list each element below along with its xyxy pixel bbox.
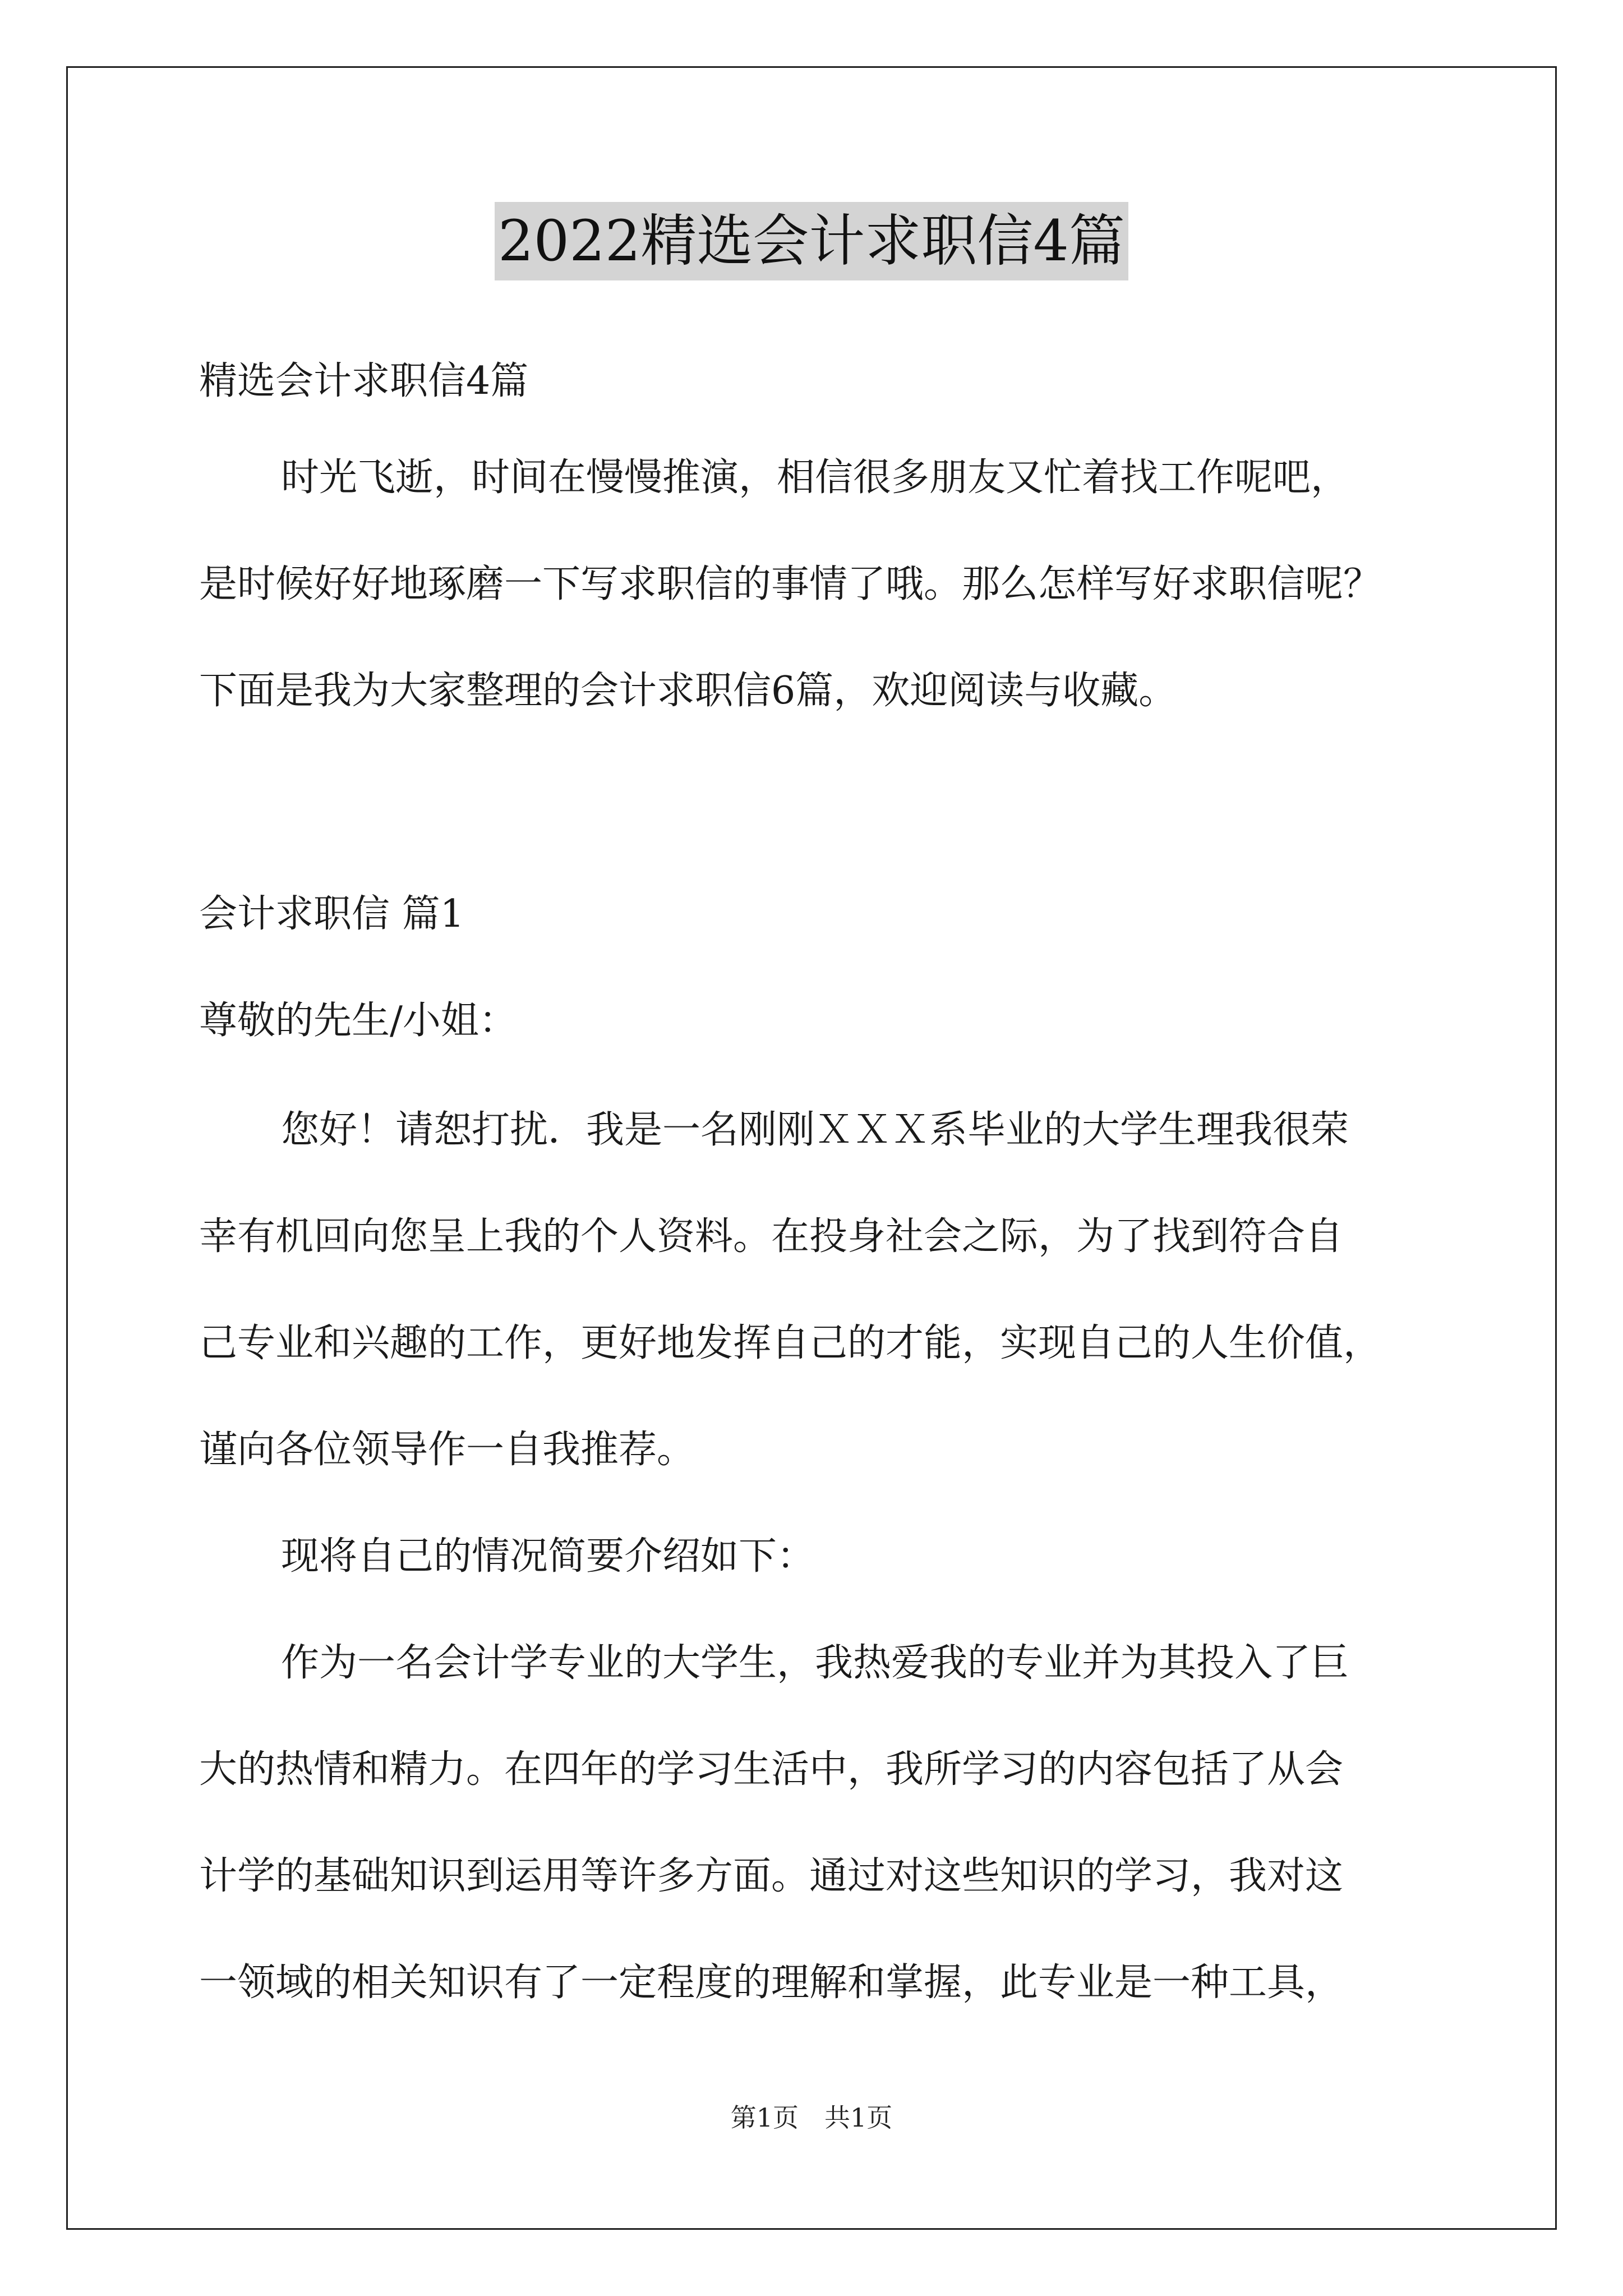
section-heading: 会计求职信 篇1: [199, 892, 464, 936]
intro-line: 时光飞逝，时间在慢慢推演，相信很多朋友又忙着找工作呢吧，: [281, 455, 1349, 500]
salutation: 尊敬的先生/小姐：: [199, 999, 517, 1043]
document-title: 2022精选会计求职信4篇: [495, 202, 1128, 280]
paragraph-line: 谨向各位领导作一自我推荐。: [199, 1428, 695, 1472]
paragraph-line: 现将自己的情况简要介绍如下：: [281, 1534, 815, 1579]
paragraph-line: 计学的基础知识到运用等许多方面。通过对这些知识的学习，我对这: [199, 1854, 1344, 1898]
paragraph-line: 您好！请恕打扰．我是一名刚刚ＸＸＸ系毕业的大学生理我很荣: [281, 1108, 1349, 1152]
paragraph-line: 作为一名会计学专业的大学生，我热爱我的专业并为其投入了巨: [281, 1641, 1349, 1685]
paragraph-line: 己专业和兴趣的工作，更好地发挥自己的才能，实现自己的人生价值，: [199, 1321, 1382, 1365]
intro-line: 下面是我为大家整理的会计求职信6篇，欢迎阅读与收藏。: [199, 669, 1177, 713]
title-container: [0, 202, 1623, 280]
intro-line: 是时候好好地琢磨一下写求职信的事情了哦。那么怎样写好求职信呢？: [199, 562, 1382, 606]
paragraph-line: 一领域的相关知识有了一定程度的理解和掌握，此专业是一种工具，: [199, 1961, 1344, 2005]
page-footer: 第1页 共1页: [730, 2102, 893, 2133]
paragraph-line: 幸有机回向您呈上我的个人资料。在投身社会之际，为了找到符合自: [199, 1214, 1344, 1259]
document-subtitle: 精选会计求职信4篇: [199, 359, 529, 403]
paragraph-line: 大的热情和精力。在四年的学习生活中，我所学习的内容包括了从会: [199, 1747, 1344, 1792]
